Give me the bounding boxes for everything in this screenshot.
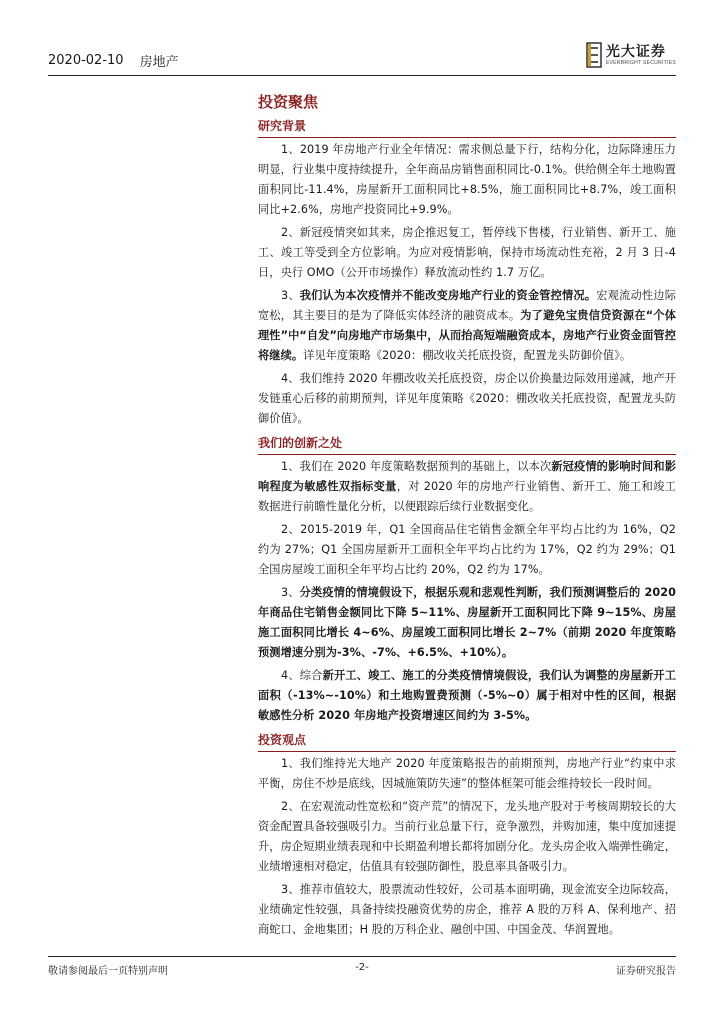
text-run: 2、2015-2019 年，Q1 全国商品住宅销售金额全年平均占比约为 16%，Q2 约为 27%；Q1 全国房屋新开工面积全年平均占比约为 17%，Q2 约为 29%；Q1 全国房屋竣工面积全年平均占比约 20%，Q2 约为 17%。 <box>258 523 676 576</box>
body-paragraph <box>258 520 676 580</box>
section-heading: 研究背景 <box>258 117 676 138</box>
body-paragraph <box>258 369 676 429</box>
text-run: 4、我们维持 2020 年棚改收关托底投资，房企以价换量边际效用递减，地产开发链重心后移的前期预判，详见年度策略《2020：棚改收关托底投资，配置龙头防御价值》。 <box>258 372 676 425</box>
page-header <box>48 43 676 72</box>
bold-text-run: 分类疫情的情境假设下，根据乐观和悲观性判断，我们预测调整后的 2020 年商品住宅销售金额同比下降 5~11%、房屋新开工面积同比下降 9~15%、房屋施工面积同比增长 4~6%、房屋竣工面积同比增长 2~7%（前期 2020 年度策略预测增速分别为-3%、-7%、+6.5%、+10%）。 <box>258 586 676 659</box>
body-paragraph <box>258 666 676 726</box>
text-run: 2、新冠疫情突如其来，房企推迟复工，暂停线下售楼，行业销售、新开工、施工、竣工等受到全方位影响。为应对疫情影响，保持市场流动性充裕，2 月 3 日-4 日，央行 OMO（公开市场操作）释放流动性约 1.7 万亿。 <box>258 226 676 279</box>
body-paragraph <box>258 797 676 877</box>
text-run: 3、推荐市值较大，股票流动性较好，公司基本面明确，现金流安全边际较高，业绩确定性较强，具备持续投融资优势的房企，推荐 A 股的万科 A、保利地产、招商蛇口、金地集团；H 股的万科企业、融创中国、中国金茂、华润置地。 <box>258 883 676 936</box>
text-run: 1、我们维持光大地产 2020 年度策略报告的前期预判，房地产行业“约束中求平衡，房住不炒是底线，因城施策防失速”的整体框架可能会维持较长一段时间。 <box>258 757 676 790</box>
text-run: 1、我们在 2020 年度策略数据预判的基础上，以本次 <box>281 460 552 473</box>
footer-report-type: 证券研究报告 <box>616 966 676 977</box>
body-paragraph <box>258 754 676 794</box>
bold-text-run: 我们认为本次疫情并不能改变房地产行业的资金管控情况。 <box>299 289 597 302</box>
body-paragraph <box>258 880 676 940</box>
text-run: 详见年度策略《2020：棚改收关托底投资，配置龙头防御价值》。 <box>303 349 632 362</box>
logo-mark-icon <box>586 42 602 68</box>
text-run: 4、综合 <box>281 669 323 682</box>
text-run: 2、在宏观流动性宽松和“资产荒”的情况下，龙头地产股对于考核周期较长的大资金配置具备较强吸引力。当前行业总量下行，竞争激烈，并购加速，集中度加速提升，房企短期业绩表现和中长期盈利增长都将加剧分化。龙头房企收入端弹性确定，业绩增速相对稳定，估值具有较强防御性，股息率具备吸引力。 <box>258 800 676 873</box>
footer-disclaimer: 敬请参阅最后一页特别声明 <box>48 966 168 977</box>
text-run: 1、2019 年房地产行业全年情况：需求侧总量下行，结构分化，边际降速压力明显，行业集中度持续提升，全年商品房销售面积同比-0.1%。供给侧全年土地购置面积同比-11.4%，房屋新开工面积同比+8.5%，施工面积同比+8.7%，竣工面积同比+2.6%，房地产投资同比+9.9%。 <box>258 143 676 216</box>
section-heading: 我们的创新之处 <box>258 434 676 455</box>
main-content <box>258 92 676 943</box>
body-paragraph <box>258 140 676 220</box>
page-number: -2- <box>355 962 369 973</box>
logo-text-cn: 光大证券 <box>605 43 666 60</box>
text-run: 3、 <box>281 289 300 302</box>
logo-text-en: EVERBRIGHT SECURITIES <box>605 59 676 66</box>
text-run: 3、 <box>281 586 300 599</box>
report-sector: 房地产 <box>139 54 179 70</box>
text-run: ，对 2020 年的房地产行业销售、新开工、施工和竣工数据进行前瞻性量化分析，以便跟踪后续行业数据变化。 <box>258 480 676 513</box>
report-date: 2020-02-10 <box>48 52 124 68</box>
body-paragraph <box>258 286 676 366</box>
header-divider <box>48 75 676 76</box>
bold-text-run: 新开工、竣工、施工的分类疫情情境假设，我们认为调整的房屋新开工面积（-13%~-10%）和土地购置费预测（-5%~0）属于相对中性的区间，根据敏感性分析 2020 年房地产投资增速区间约为 3-5%。 <box>258 669 676 722</box>
body-paragraph <box>258 223 676 283</box>
company-logo <box>586 42 676 68</box>
bold-text-run: 新冠疫情的影响时间和影响程度为敏感性双指标变量 <box>258 460 676 493</box>
body-paragraph <box>258 583 676 663</box>
page-title: 投资聚焦 <box>258 93 319 111</box>
sections-container <box>258 117 676 940</box>
bold-text-run: 为了避免宝贵信贷资源在“个体理性”中“自发”向房地产市场集中，从而抬高短端融资成本，房地产行业资金面管控将继续。 <box>258 309 676 362</box>
section-heading: 投资观点 <box>258 731 676 752</box>
footer-divider <box>48 956 676 957</box>
text-run: 宏观流动性边际宽松，其主要目的是为了降低实体经济的融资成本。 <box>258 289 676 322</box>
body-paragraph <box>258 457 676 517</box>
page-footer <box>48 962 676 980</box>
